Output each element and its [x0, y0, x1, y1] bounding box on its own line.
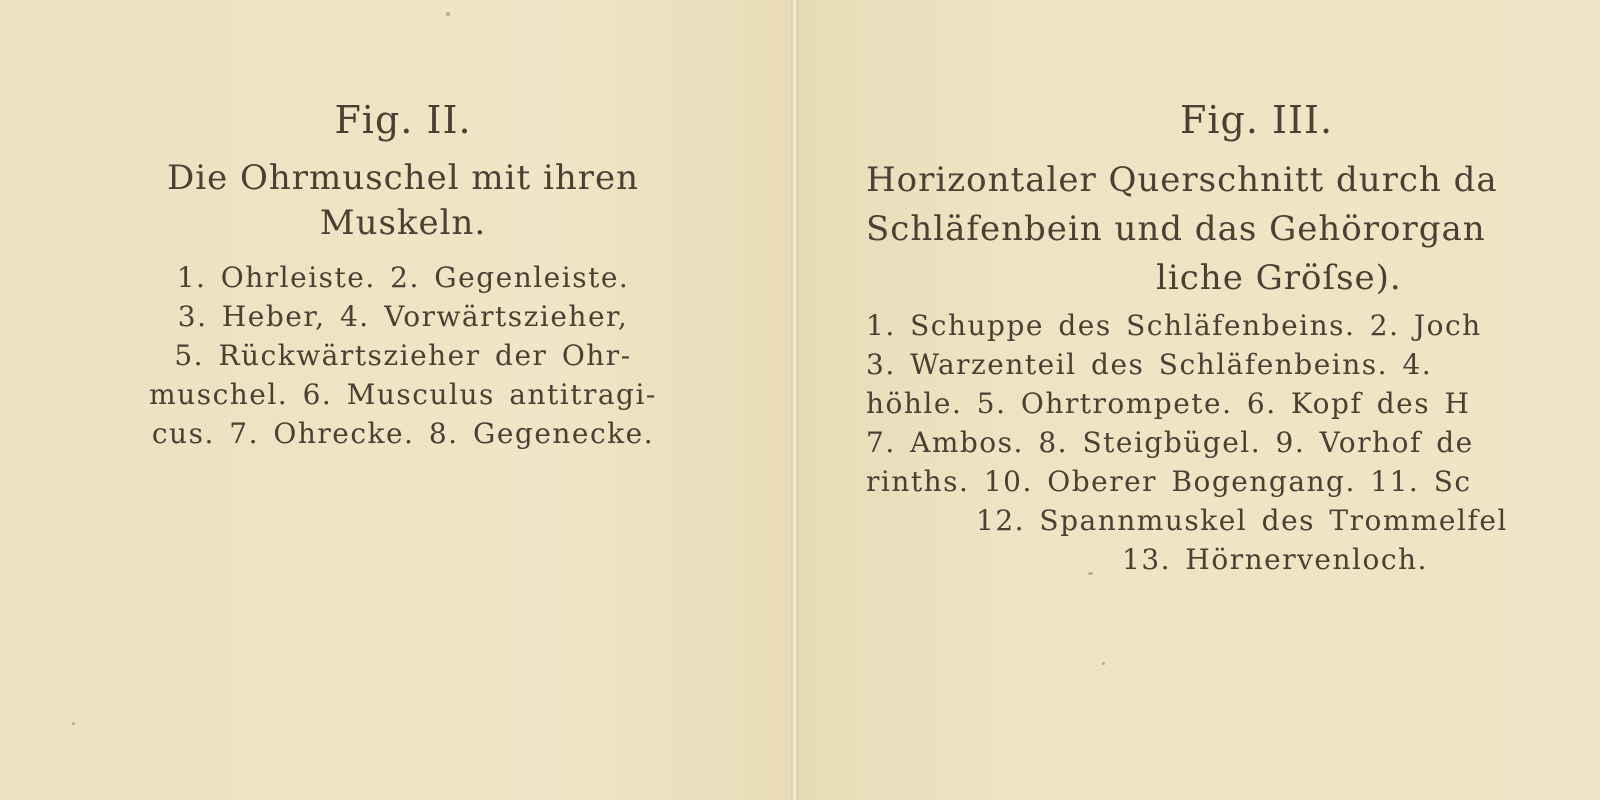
- legend-line: cus. 7. Ohrecke. 8. Gegenecke.: [151, 417, 655, 450]
- figure-legend-fig2: [0, 258, 806, 453]
- paper-speck: [446, 12, 450, 16]
- figure-caption-fig2: [0, 156, 806, 246]
- figure-caption-fig3: [866, 156, 1600, 303]
- caption-line: liche Gröſse).: [1156, 258, 1402, 298]
- figure-legend-fig3: [866, 306, 1600, 579]
- legend-line: 1. Ohrleiste. 2. Gegenleiste.: [176, 261, 630, 294]
- legend-line: 1. Schuppe des Schläfenbeins. 2. Joch: [866, 309, 1482, 342]
- legend-line: 5. Rückwärtszieher der Ohr-: [174, 339, 632, 372]
- legend-line: 7. Ambos. 8. Steigbügel. 9. Vorhof de: [866, 426, 1474, 459]
- figure-title-fig3: Fig. III.: [1180, 98, 1334, 142]
- legend-line: 3. Warzenteil des Schläfenbeins. 4.: [866, 348, 1433, 381]
- legend-line: 12. Spannmuskel des Trommelfel: [976, 504, 1508, 537]
- legend-line: höhle. 5. Ohrtrompete. 6. Kopf des H: [866, 387, 1471, 420]
- caption-line: Schläfenbein und das Gehörorgan: [866, 209, 1486, 249]
- paper-speck: [1102, 662, 1105, 665]
- figure-title-fig2: Fig. II.: [334, 98, 472, 142]
- caption-line: Horizontaler Querschnitt durch da: [866, 160, 1498, 200]
- legend-line: 3. Heber, 4. Vorwärtszieher,: [177, 300, 629, 333]
- caption-line: Muskeln.: [319, 203, 487, 243]
- legend-line: rinths. 10. Oberer Bogengang. 11. Sc: [866, 465, 1472, 498]
- legend-line: 13. Hörnervenloch.: [1122, 543, 1428, 576]
- paper-speck: [72, 722, 75, 725]
- legend-line: muschel. 6. Musculus antitragi-: [149, 378, 657, 411]
- caption-line: Die Ohrmuschel mit ihren: [166, 158, 640, 198]
